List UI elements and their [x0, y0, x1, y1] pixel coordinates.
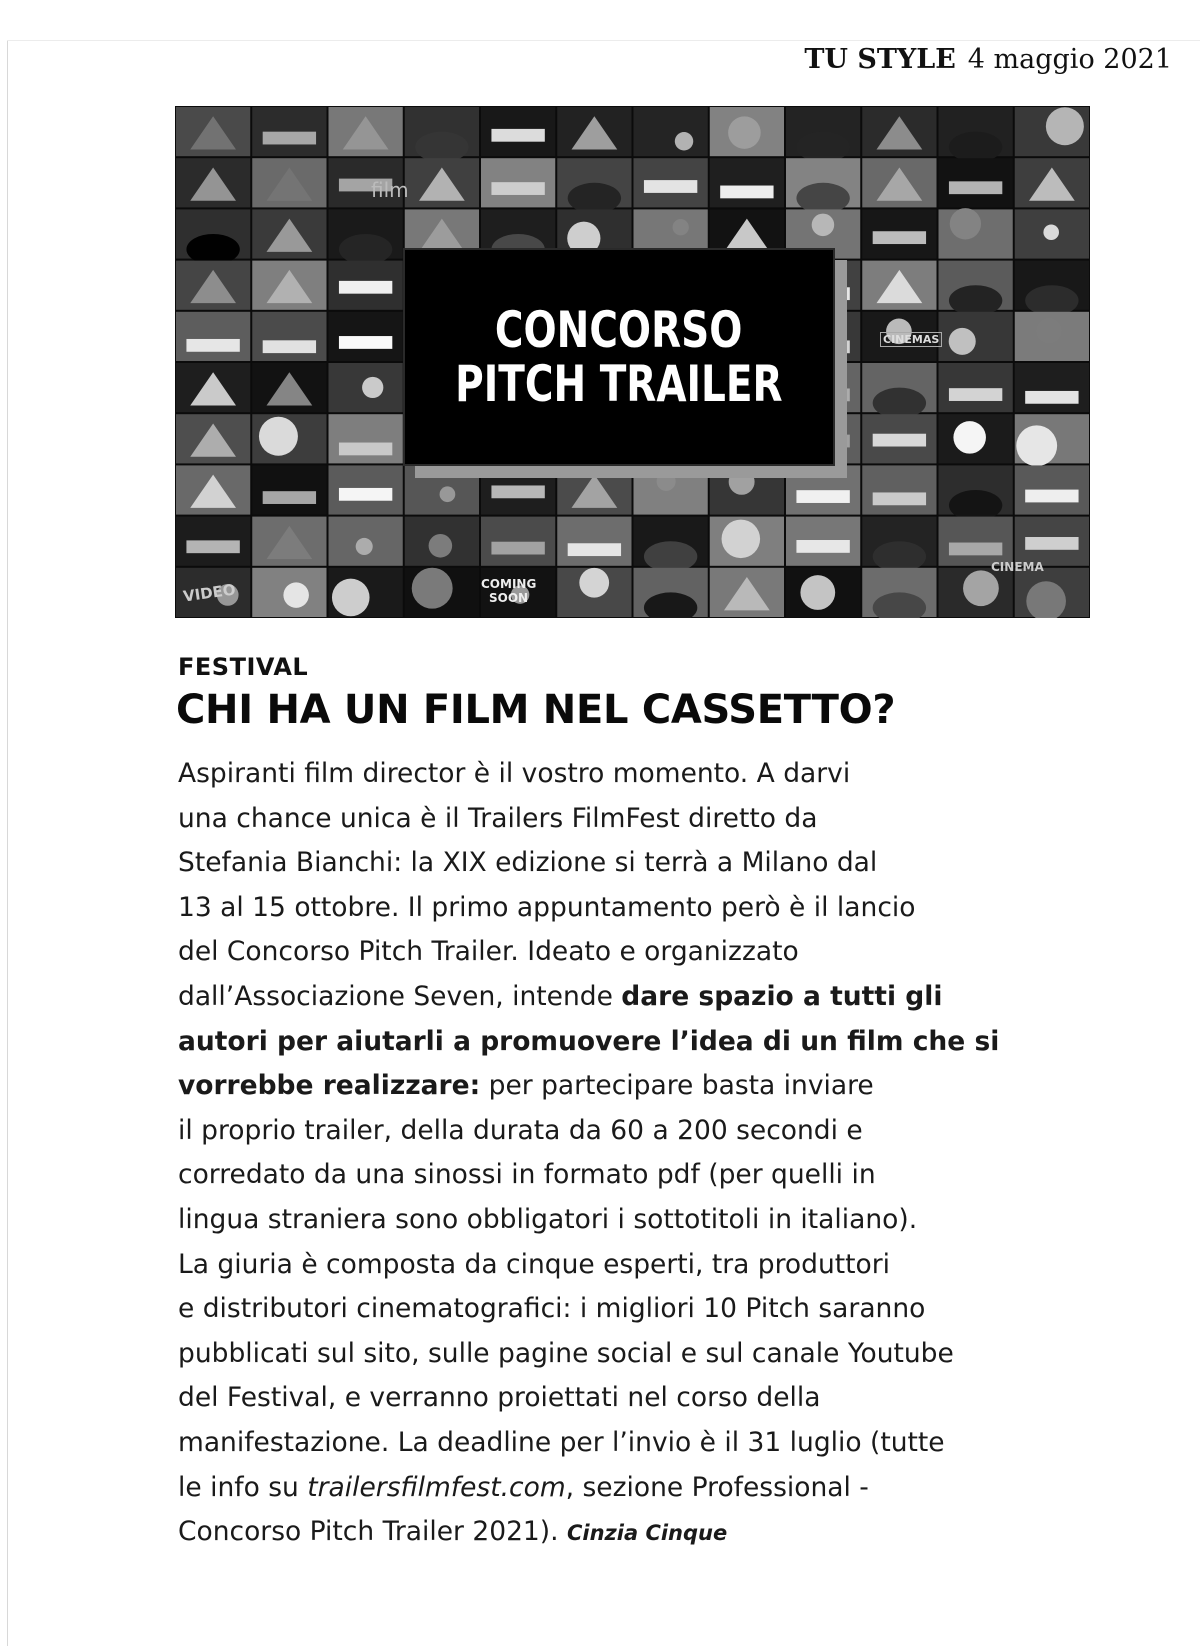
page-top-rule — [7, 40, 1200, 41]
collage-tile — [862, 107, 936, 156]
collage-tile — [1015, 312, 1089, 361]
collage-tile — [329, 209, 403, 264]
body-line: una chance unica è il Trailers FilmFest diretto da — [178, 802, 818, 834]
collage-tile — [329, 312, 403, 361]
collage-tile — [862, 261, 936, 310]
collage-tile — [329, 261, 403, 310]
collage-tile — [939, 363, 1013, 412]
collage-tile — [557, 568, 631, 617]
body-line: manifestazione. La deadline per l’invio è il 31 luglio (tutte — [178, 1426, 945, 1458]
collage-tile — [405, 158, 479, 207]
tile-label-soon: SOON — [489, 591, 529, 605]
collage-tile — [252, 517, 326, 566]
collage-tile — [405, 517, 479, 566]
collage-tile — [710, 107, 784, 156]
collage-tile — [710, 158, 784, 207]
collage-tile — [939, 465, 1013, 520]
collage-tile — [786, 465, 860, 514]
collage-tile — [1015, 158, 1089, 207]
collage-tile — [176, 107, 250, 156]
collage-tile — [1015, 414, 1089, 466]
body-line: pubblicati sul sito, sulle pagine social e sul canale Youtube — [178, 1337, 954, 1369]
body-highlight-line: autori per aiutarli a promuovere l’idea di un film che si — [178, 1025, 1000, 1057]
collage-tile — [252, 465, 326, 514]
page-left-rule — [7, 40, 8, 1646]
body-line — [178, 975, 1098, 1020]
collage-tile — [786, 107, 860, 162]
body-line — [178, 1510, 1098, 1556]
collage-tile — [862, 158, 936, 207]
collage-tile — [252, 312, 326, 361]
website-reference: trailersfilmfest.com — [307, 1471, 566, 1503]
body-line: lingua straniera sono obbligatori i sottotitoli in italiano). — [178, 1203, 918, 1235]
collage-tile — [939, 517, 1013, 566]
collage-tile — [557, 465, 631, 514]
collage-tile — [329, 414, 403, 463]
collage-tile — [939, 208, 1013, 258]
collage-tile — [176, 363, 250, 412]
collage-tile — [862, 363, 936, 418]
publication-name: TU STYLE — [804, 44, 956, 75]
publication-date: 4 maggio 2021 — [967, 44, 1172, 75]
body-line — [178, 1466, 1098, 1511]
body-highlight: dare spazio a tutti gli — [621, 980, 943, 1012]
masthead — [804, 42, 1172, 78]
collage-tile — [862, 414, 936, 463]
collage-tile — [862, 517, 936, 572]
collage-tile — [710, 465, 784, 514]
collage-tile — [481, 517, 555, 566]
article-body — [178, 752, 1098, 1556]
body-line — [178, 1064, 1098, 1109]
collage-tile — [862, 568, 936, 618]
collage-tile — [405, 465, 479, 514]
collage-tile — [252, 261, 326, 310]
body-text: , sezione Professional - — [565, 1471, 869, 1503]
collage-tile — [634, 517, 708, 572]
collage-tile — [329, 107, 403, 156]
collage-tile — [1015, 568, 1089, 618]
collage-tile — [710, 568, 784, 617]
collage-tile — [1015, 465, 1089, 514]
body-line: e distributori cinematografici: i migliori 10 Pitch saranno — [178, 1293, 926, 1325]
collage-tile — [786, 568, 860, 617]
body-text: per partecipare basta inviare — [480, 1070, 874, 1102]
body-line: Aspiranti film director è il vostro momento. A darvi — [178, 758, 851, 789]
collage-tile — [176, 465, 250, 514]
body-line: del Festival, e verranno proiettati nel corso della — [178, 1382, 821, 1414]
collage-tile — [939, 158, 1013, 207]
collage-tile — [939, 568, 1013, 617]
collage-tile — [176, 158, 250, 207]
collage-tile — [252, 568, 326, 617]
collage-tile — [1015, 363, 1089, 412]
collage-tile — [557, 158, 631, 213]
collage-tile — [405, 107, 479, 162]
collage-tile — [252, 363, 326, 412]
collage-tile — [1015, 517, 1089, 566]
collage-tile — [1015, 261, 1089, 316]
body-text: le info su — [178, 1471, 308, 1503]
collage-tile — [634, 107, 708, 156]
collage-tile — [329, 465, 403, 514]
body-line: del Concorso Pitch Trailer. Ideato e organizzato — [178, 936, 799, 968]
collage-tile — [481, 158, 555, 207]
tile-label-cinema: CINEMA — [991, 560, 1044, 574]
collage-tile — [634, 568, 708, 618]
collage-tile — [481, 465, 555, 514]
collage-tile — [939, 261, 1013, 316]
collage-tile — [329, 517, 403, 566]
article-headline: CHI HA UN FILM NEL CASSETTO? — [176, 687, 896, 733]
collage-tile — [634, 158, 708, 207]
collage-tile — [1015, 107, 1089, 156]
collage-title-line-2: PITCH TRAILER — [455, 355, 783, 413]
collage-title-box — [403, 248, 835, 466]
tile-label-cinemas: CINEMAS — [880, 332, 942, 347]
collage-tile — [634, 465, 708, 514]
collage-tile — [329, 363, 403, 412]
article-kicker: FESTIVAL — [178, 653, 309, 681]
body-text: dall’Associazione Seven, intende — [178, 980, 622, 1012]
body-line: il proprio trailer, della durata da 60 a 200 secondi e — [178, 1114, 863, 1146]
hero-collage-image — [175, 106, 1090, 618]
body-line: Stefania Bianchi: la XIX edizione si terrà a Milano dal — [178, 847, 878, 879]
body-line: 13 al 15 ottobre. Il primo appuntamento però è il lancio — [178, 891, 916, 923]
collage-tile — [176, 517, 250, 566]
article-author: Cinzia Cinque — [566, 1521, 728, 1546]
collage-tile — [405, 568, 479, 617]
collage-tile — [176, 261, 250, 310]
collage-tile — [557, 107, 631, 156]
collage-tile — [786, 158, 860, 213]
collage-tile — [862, 209, 936, 258]
collage-tile — [862, 465, 936, 514]
collage-tile — [710, 517, 784, 566]
collage-tile — [252, 107, 326, 156]
collage-tile — [1015, 209, 1089, 258]
tile-label-film: film — [371, 178, 409, 202]
collage-tile — [939, 414, 1013, 463]
collage-tile — [939, 107, 1013, 162]
collage-tile — [481, 107, 555, 156]
body-line: La giuria è composta da cinque esperti, tra produttori — [178, 1248, 890, 1280]
collage-tile — [176, 414, 250, 463]
collage-tile — [252, 209, 326, 258]
tile-label-video: VIDEO — [182, 580, 237, 606]
body-text: Concorso Pitch Trailer 2021). — [178, 1516, 567, 1548]
collage-title-line-1: CONCORSO — [495, 301, 743, 359]
collage-tile — [252, 414, 326, 463]
collage-tile — [939, 312, 1013, 361]
collage-tile — [176, 312, 250, 361]
tile-label-coming: COMING — [481, 577, 537, 591]
body-line: corredato da una sinossi in formato pdf (per quelli in — [178, 1159, 876, 1191]
collage-tile — [329, 568, 403, 617]
collage-tile — [557, 517, 631, 566]
collage-tile — [176, 209, 250, 264]
body-highlight: vorrebbe realizzare: — [178, 1070, 481, 1102]
collage-tile — [786, 517, 860, 566]
collage-tile — [252, 158, 326, 207]
